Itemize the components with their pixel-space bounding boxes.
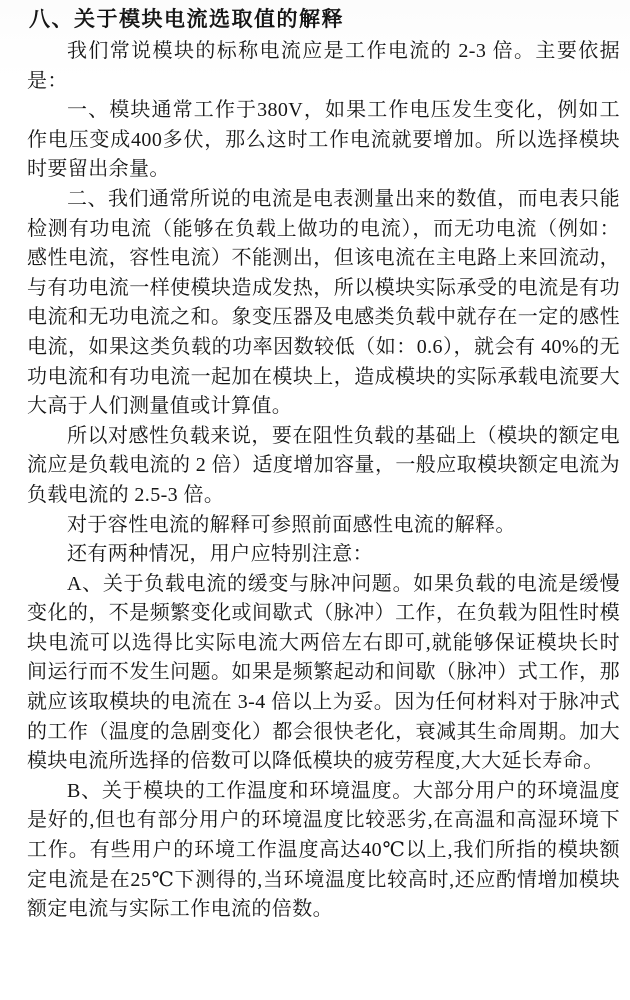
paragraph-point-2-reactive-current: 二、我们通常所说的电流是电表测量出来的数值，而电表只能检测有功电流（能够在负载上做功的电流），而无功电流（例如：感性电流，容性电流）不能测出，但该电流在主电路上来回流动，与有功电流一样使模块造成发热，所以模块实际承受的电流是有功电流和无功电流之和。象变压器及电感类负载中就存在一定的感性电流，如果这类负载的功率因数较低（如：0.6），就会有 40%的无功电流和有功电流一起加在模块上，造成模块的实际承载电流要大大高于人们测量值或计算值。: [27, 187, 620, 418]
paragraph-case-b-temperature: B、关于模块的工作温度和环境温度。大部分用户的环境温度是好的,但也有部分用户的环境温度比较恶劣,在高温和高湿环境下工作。有些用户的环境工作温度高达40℃以上,我们所指的模块额定电流是在25℃下测得的,当环境温度比较高时,还应酌情增加模块额定电流与实际工作电流的倍数。: [27, 779, 620, 921]
paragraph-case-a-pulse-load: A、关于负载电流的缓变与脉冲问题。如果负载的电流是缓慢变化的，不是频繁变化或间歇式（脉冲）工作，在负载为阻性时模块电流可以选得比实际电流大两倍左右即可,就能够保证模块长时间运行而不发生问题。如果是频繁起动和间歇（脉冲）式工作，那就应该取模块的电流在 3-4 倍以上为妥。因为任何材料对于脉冲式的工作（温度的急剧变化）都会很快老化，衰减其生命周期。加大模块电流所选择的倍数可以降低模块的疲劳程度,大大延长寿命。: [27, 572, 620, 773]
section-heading: 八、关于模块电流选取值的解释: [29, 8, 344, 31]
paragraph-inductive-load-rule: 所以对感性负载来说，要在阻性负载的基础上（模块的额定电流应是负载电流的 2 倍）适度增加容量，一般应取模块额定电流为负载电流的 2.5-3 倍。: [27, 424, 620, 506]
paragraph-capacitive-note: 对于容性电流的解释可参照前面感性电流的解释。: [67, 513, 516, 536]
paragraph-point-1-voltage: 一、模块通常工作于380V，如果工作电压发生变化，例如工作电压变成400多伏，那么这时工作电流就要增加。所以选择模块时要留出余量。: [27, 99, 620, 181]
paragraph-two-cases-note: 还有两种情况，用户应特别注意：: [67, 543, 373, 566]
paragraph-intro: 我们常说模块的标称电流应是工作电流的 2-3 倍。主要依据是：: [27, 40, 620, 92]
